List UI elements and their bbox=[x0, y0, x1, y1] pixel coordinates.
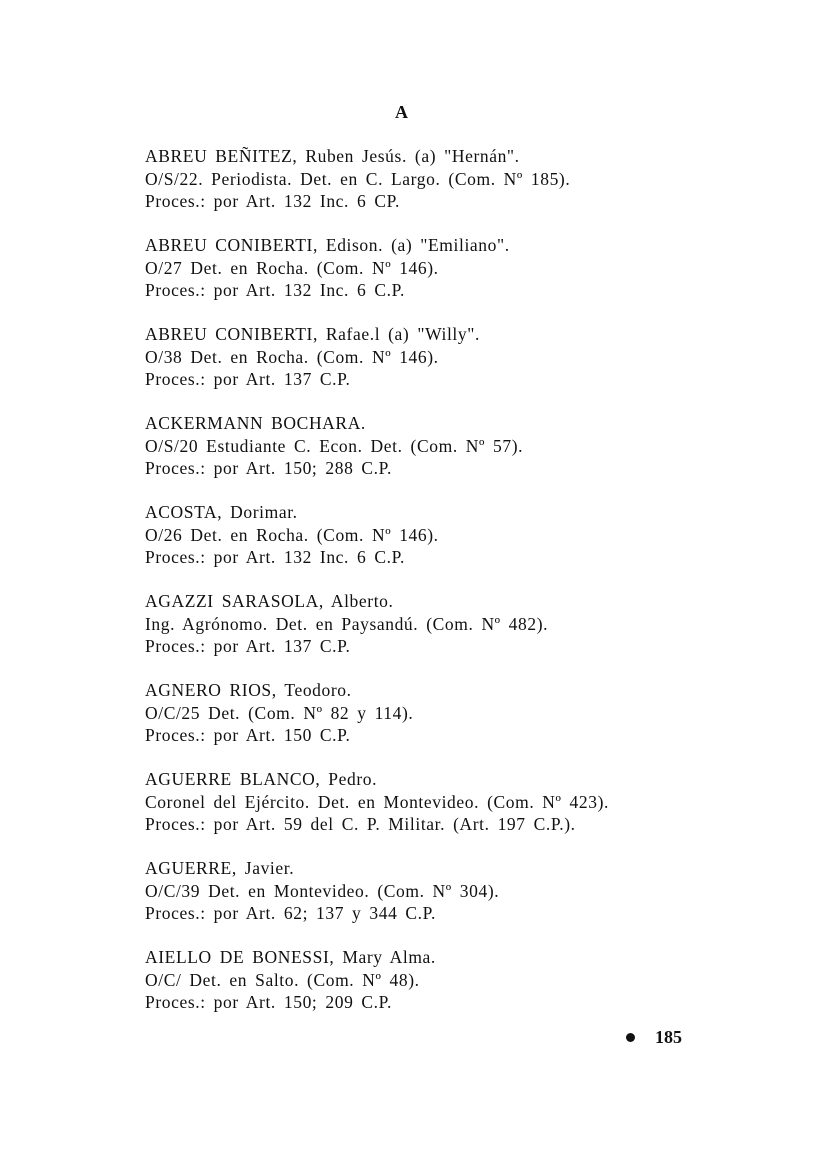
entry-details: Coronel del Ejército. Det. en Montevideo. (Com. Nº 423). bbox=[145, 791, 609, 812]
entry-details: O/C/25 Det. (Com. Nº 82 y 114). bbox=[145, 702, 414, 723]
entry-name: ABREU BEÑITEZ, Ruben Jesús. (a) "Hernán". bbox=[145, 146, 520, 166]
entry-details: O/S/20 Estudiante C. Econ. Det. (Com. Nº 57). bbox=[145, 435, 524, 456]
entry-details: O/27 Det. en Rocha. (Com. Nº 146). bbox=[145, 257, 439, 278]
entry bbox=[145, 323, 745, 412]
entry-details: O/26 Det. en Rocha. (Com. Nº 146). bbox=[145, 524, 439, 545]
entry-details: Ing. Agrónomo. Det. en Paysandú. (Com. Nº 482). bbox=[145, 613, 549, 634]
entry-name: AGNERO RIOS, Teodoro. bbox=[145, 680, 352, 700]
page-number: 185 bbox=[655, 1027, 682, 1047]
bullet-icon bbox=[626, 1033, 635, 1042]
entry-name: ABREU CONIBERTI, Edison. (a) "Emiliano". bbox=[145, 235, 510, 255]
page-footer bbox=[626, 1027, 682, 1048]
entry-list bbox=[145, 145, 745, 1035]
entry-name: ABREU CONIBERTI, Rafae.l (a) "Willy". bbox=[145, 324, 480, 344]
entry-name: AIELLO DE BONESSI, Mary Alma. bbox=[145, 947, 436, 967]
entry-proces: Proces.: por Art. 137 C.P. bbox=[145, 636, 351, 656]
entry-proces: Proces.: por Art. 137 C.P. bbox=[145, 369, 351, 389]
entry-details: O/C/ Det. en Salto. (Com. Nº 48). bbox=[145, 969, 420, 990]
entry-proces: Proces.: por Art. 59 del C. P. Militar. (Art. 197 C.P.). bbox=[145, 814, 576, 834]
entry-proces: Proces.: por Art. 62; 137 y 344 C.P. bbox=[145, 903, 437, 923]
entry-proces: Proces.: por Art. 150 C.P. bbox=[145, 725, 351, 745]
section-letter: A bbox=[395, 102, 409, 122]
entry-name: AGUERRE, Javier. bbox=[145, 858, 295, 878]
entry bbox=[145, 946, 745, 1035]
entry bbox=[145, 768, 745, 857]
entry-name: AGUERRE BLANCO, Pedro. bbox=[145, 769, 378, 789]
entry bbox=[145, 679, 745, 768]
entry-proces: Proces.: por Art. 132 Inc. 6 C.P. bbox=[145, 280, 405, 300]
entry-details: O/S/22. Periodista. Det. en C. Largo. (Com. Nº 185). bbox=[145, 168, 571, 189]
entry bbox=[145, 412, 745, 501]
entry-name: ACOSTA, Dorimar. bbox=[145, 502, 298, 522]
entry-proces: Proces.: por Art. 150; 209 C.P. bbox=[145, 992, 393, 1012]
entry-details: O/C/39 Det. en Montevideo. (Com. Nº 304). bbox=[145, 880, 500, 901]
entry-details: O/38 Det. en Rocha. (Com. Nº 146). bbox=[145, 346, 439, 367]
entry-proces: Proces.: por Art. 132 Inc. 6 CP. bbox=[145, 191, 400, 211]
entry bbox=[145, 857, 745, 946]
entry-proces: Proces.: por Art. 132 Inc. 6 C.P. bbox=[145, 547, 405, 567]
entry-name: AGAZZI SARASOLA, Alberto. bbox=[145, 591, 394, 611]
entry-proces: Proces.: por Art. 150; 288 C.P. bbox=[145, 458, 393, 478]
entry-name: ACKERMANN BOCHARA. bbox=[145, 413, 366, 433]
entry bbox=[145, 234, 745, 323]
entry bbox=[145, 145, 745, 234]
entry bbox=[145, 501, 745, 590]
entry bbox=[145, 590, 745, 679]
